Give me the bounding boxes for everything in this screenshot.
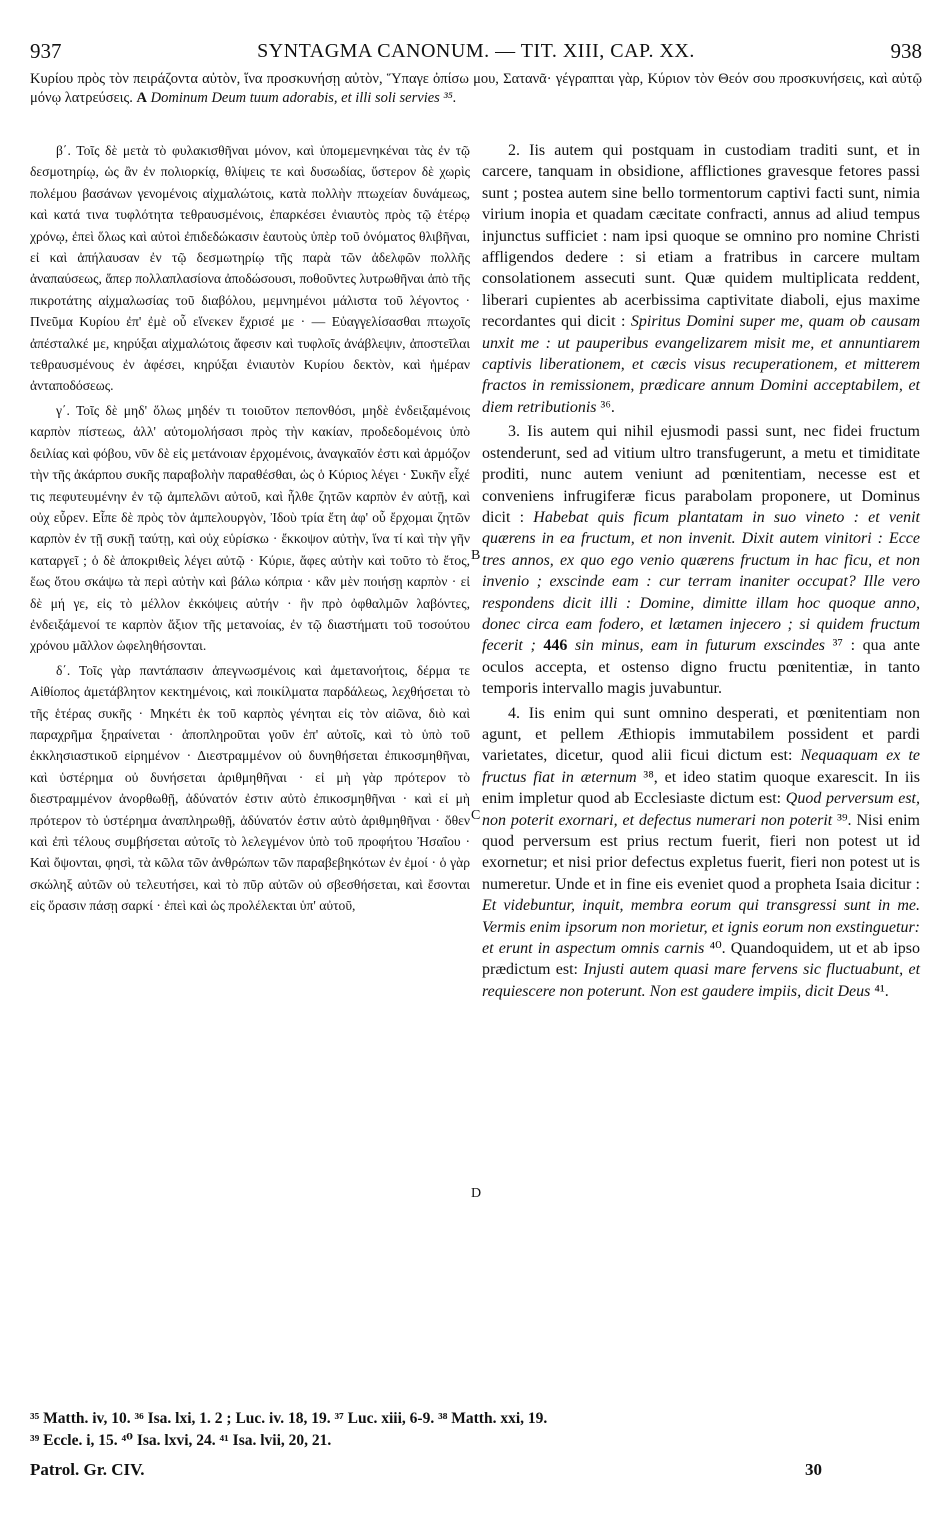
running-title: SYNTAGMA CANONUM. — TIT. XIII, CAP. XX. xyxy=(257,39,695,62)
greek-section-3: γ΄. Τοῖς δὲ μηδ' ὅλως μηδέν τι τοιοῦτον πεπονθόσι, μηδὲ ἐνδειξαμένοις καρπὸν πίστεως, ἀλλ' αὐτομολήσασι πρὸς τὴν κακίαν, προδεδομένοις ὑπὸ δειλίας καὶ φόβου, νῦν δὲ εἰς μετάνοιαν ἐρχομένοις, ἀναγκαῖόν ἐστι καὶ ἁρμόζον τὴν τῆς ἀκάρπου συκῆς παραβολὴν παραθέσθαι, ὡς ὁ Κύριος λέγει · Συκῆν εἶχέ τις πεφυτευμένην ἐν τῷ ἀμπελῶνι αὐτοῦ, καὶ ἦλθε ζητῶν καρπὸν ἐν αὐτῇ, καὶ οὐχ εὗρεν. Εἶπε δὲ πρὸς τὸν ἀμπελουργὸν, Ἰδοὺ τρία ἔτη ἀφ' οὗ ἔρχομαι ζητῶν καρπὸν ἐν τῇ συκῇ ταύτῃ, καὶ οὐχ εὑρίσκω · ἔκκοψον αὐτὴν, ἵνα τί καὶ τὴν γῆν καταργεῖ ; ὁ δὲ ἀποκριθεὶς λέγει αὐτῷ · Κύριε, ἄφες αὐτὴν καὶ τοῦτο τὸ ἔτος, ἕως ὅτου σκάψω τὰ περὶ αὐτὴν καὶ βάλω κόπρια · κἂν μὲν ποιήσῃ καρπὸν · εἰ δὲ μή γε, εἰς τὸ μέλλον ἐκκόψεις αὐτήν · ἣν πρὸ ὀφθαλμῶν λαβόντες, ἐνδειξάμενοί τε καρπὸν ἄξιον τῆς μετανοίας, ἐν τῷ διαστήματι τοῦ τοσούτου χρόνου μᾶλλον ὠφεληθήσονται. xyxy=(30,402,470,654)
footnote-line-1: ³⁵ Matth. iv, 10. ³⁶ Isa. lxi, 1. 2 ; Luc. iv. 18, 19. ³⁷ Luc. xiii, 6-9. ³⁸ Matth. xxi, 19. xyxy=(30,1410,548,1427)
latin-4-quote-4: Injusti autem quasi mare fervens sic fluctuabunt, et requiescere non poterunt. Non est gaudere impiis, dicit Deus xyxy=(482,961,921,1000)
latin-3-text: 3. Iis autem qui nihil ejusmodi passi sunt, nec fidei fructum ostenderunt, sed ad vitium ultro transfugerunt, a metu et timiditate proditi, nunc autem veniunt ad pœnitentiam, necesse est et conveniens infrugiferæ ficus parabolam proponere, ut Dominus dicit : xyxy=(482,423,920,526)
latin-4-quote-1: Nequaquam ex te fructus fiat in æternum xyxy=(482,747,921,786)
latin-3-quote-end: sin minus, eam in futurum exscindes xyxy=(575,637,826,655)
intro-latin: Dominum Deum tuum adorabis, et illi soli servies ³⁵. xyxy=(150,90,457,106)
latin-4-text-4: ⁴⁰. Quandoquidem, ut et ab ipso prædictum est: xyxy=(482,940,921,979)
footnote-line-2: ³⁹ Eccle. i, 15. ⁴⁰ Isa. lxvi, 24. ⁴¹ Isa. lvii, 20, 21. xyxy=(30,1432,332,1449)
signature-number: 30 xyxy=(805,1460,822,1479)
page-header xyxy=(30,36,922,66)
latin-section-2 xyxy=(482,140,920,418)
latin-4-text-3: ³⁹. Nisi enim quod perversum est prius rectum fuerit, fieri non potest ut id exornetur; et nisi prior defectus expletus fuerit, fieri non potest ut is numeretur. Unde et in fine eis eveniet quod a propheta Isaia dicitur : xyxy=(482,811,921,893)
intro-greek: Κυρίου πρὸς τὸν πειράζοντα αὐτὸν, ἵνα προσκυνήσῃ αὐτὸν, Ὕπαγε ὀπίσω μου, Σατανᾶ· γέγραπται γὰρ, Κύριον τὸν Θεόν σου προσκυνήσεις, καὶ αὐτῷ μόνῳ λατρεύσεις. xyxy=(30,71,922,106)
latin-2-quote: Spiritus Domini super me, quam ob causam unxit me : ut pauperibus evangelizarem misit me, et annuntiarem captivis liberationem, et cæcis visus recuperationem, et mitterem fractos in remissionem, prædicare annum Domini acceptabilem, et diem retributionis xyxy=(482,313,921,416)
latin-column xyxy=(482,140,920,1005)
greek-section-2: β΄. Τοῖς δὲ μετὰ τὸ φυλακισθῆναι μόνον, καὶ ὑπομεμενηκέναι τὰς ἐν τῷ δεσμοτηρίῳ, ὡς ἂν ἐν πολιορκίᾳ, θλίψεις τε καὶ δυσωδίας, ὕστερον δὲ χωρὶς πολέμου βασάνων γενομένοις αἰχμαλώτοις, κατὰ πολλὴν πτωχείαν δυνάμεως, καὶ κατά τινα τυφλότητα τεθραυσμένοις, ἐπαρκέσει ἐνιαυτὸς πρὸς τῷ ἑτέρῳ χρόνῳ, ἐπεὶ ὅλως καὶ αὐτοὶ ἐπιδεδώκασιν ἑαυτοὺς ὑπὲρ τοῦ ὀνόματος θλιβῆναι, εἰ καὶ ἀπήλαυσαν ἐν τῷ δεσμωτηρίῳ τῆς παρὰ τῶν ἀδελφῶν πολλῆς ἀναπαύσεως, ἅπερ πολλαπλασίονα ἀποδώσουσι, ποθοῦντες λυτρωθῆναι ἀπὸ τῆς πικροτάτης αἰχμαλωσίας τοῦ διαβόλου, μεμνημένοι μάλιστα τοῦ λέγοντος · Πνεῦμα Κυρίου ἐπ' ἐμὲ οὗ εἵνεκεν ἔχρισέ με · — Εὐαγγελίσασθαι πτωχοῖς ἀπέσταλκέ με, κηρύξαι αἰχμαλώτοις ἄφεσιν καὶ τυφλοῖς ἀνάβλεψιν, ἀποστεῖλαι τεθραυσμένους ἐν ἀφέσει, κηρύξαι ἐνιαυτὸν Κυρίου δεκτὸν, καὶ ἡμέραν ἀνταποδόσεως. xyxy=(30,143,470,394)
latin-4-note: ⁴¹. xyxy=(870,982,889,1000)
intro-line xyxy=(30,70,922,108)
latin-4-quote-2: Quod perversum est, non poterit exornari, et defectus numerari non poterit xyxy=(482,790,921,829)
column-marker-b: B xyxy=(471,548,481,563)
latin-3-quote: Habebat quis ficum plantatam in suo vineto : et venit quærens in ea fructum, et non invenit. Dixit autem vinitori : Ecce tres annos, ex quo ego venio quærens fructum in hac ficu, et non invenio ; exscinde eam : cur terram inaniter occupat? Ille vero respondens dicit illi : Domine, dimitte illam hoc quoque anno, donec circa eam fodero, et lætamen injecero ; si quidem fructum fecerit ; xyxy=(482,508,920,655)
page-number-left: 937 xyxy=(30,38,62,63)
latin-3-colnum: 446 xyxy=(535,637,576,655)
latin-2-text: 2. Iis autem qui postquam in custodiam traditi sunt, et in carcere, tanquam in obsidione, afflictiones gravesque fetores passi sunt ; postea autem sine bello tormentorum captivi facti sunt, nimia virium inopia et quadam cæcitate confracti, annus ad aliud tempus injunctus sufficiet : nam ipsi quoque se omnino pro nomine Christi affligendos dedere : si etiam a fratribus in carcere multam consolationem assecuti sunt. Quæ quidem multiplicata reddent, liberari cupientes ab acerbissima captivitate diaboli, ejus maxime recordantes qui dicit : xyxy=(482,142,920,331)
footnotes xyxy=(30,1408,922,1452)
series-label: Patrol. Gr. CIV. xyxy=(30,1460,145,1479)
latin-3-rest: ³⁷ : qua ante oculos accepta, et ostenso digno fructu pœnitentiæ, in tanto temporis intervallo magis juvabuntur. xyxy=(482,637,921,698)
page-number-right: 938 xyxy=(890,38,922,63)
latin-2-note: ³⁶. xyxy=(596,398,615,416)
latin-4-text: 4. Iis enim qui sunt omnino desperati, et pœnitentiam non agunt, et pellem Æthiopis immutabilem possident et pardi varietates, dicetur, quod alii ficui dictum est: xyxy=(482,704,920,765)
greek-column xyxy=(30,140,470,920)
column-marker-a: A xyxy=(136,90,147,106)
page-footer xyxy=(30,1460,922,1486)
column-marker-c: C xyxy=(471,808,481,823)
latin-section-3 xyxy=(482,421,920,699)
greek-section-4: δ΄. Τοῖς γὰρ παντάπασιν ἀπεγνωσμένοις καὶ ἀμετανοήτοις, δέρμα τε Αἰθίοπος ἀμετάβλητον κεκτημένοις, καὶ ποικίλματα παρδάλεως, λεχθήσεται τὸ τῆς ἑτέρας συκῆς · Μηκέτι ἐκ τοῦ καρπὸς γένηται εἰς τὸν αἰῶνα, διὸ καὶ παραχρῆμα ξηραίνεται · ἀποπληροῦται γοῦν ἐπ' αὐτοῖς, καὶ τὸ ὑπὸ τοῦ ἐκκλησιαστικοῦ εἰρημένον · Διεστραμμένον οὐ δυνηθήσεται ἐπικοσμηθῆναι, καὶ ὑστέρημα οὐ δυνήσεται ἀριθμηθῆναι · εἰ μὴ γὰρ πρότερον τὸ διεστραμμένον ἀνορθωθῇ, ἀδύνατόν ἐστιν αὐτὸ ἐπικοσμηθῆναι · καὶ εἰ μὴ πρότερον τὸ ὑστέρημα ἀναπληρωθῇ, ἀδύνατόν ἐστιν αὐτὸ ἀριθμηθῆναι · ὅθεν καὶ ἐπὶ τέλους συμβήσεται αὐτοῖς τὸ λελεγμένον ὑπὸ τοῦ προφήτου Ἠσαΐου · Καὶ ὄψονται, φησὶ, τὰ κῶλα τῶν ἀνθρώπων τῶν παραβεβηκότων ἐν ἐμοί · ὁ γὰρ σκώληξ αὐτῶν οὐ τελευτήσει, καὶ τὸ πῦρ αὐτῶν οὐ σβεσθήσεται, καὶ ἔσονται εἰς ὅρασιν πάσῃ σαρκί · ἐπεὶ καὶ ὡς προλέλεκται ὑπ' αὐτοῦ, xyxy=(30,662,470,914)
column-marker-d: D xyxy=(471,1186,482,1201)
latin-4-quote-3: Et videbuntur, inquit, membra eorum qui transgressi sunt in me. Vermis enim ipsorum non morietur, et ignis eorum non exstinguetur: et erunt in aspectum omnis carnis xyxy=(482,897,920,958)
latin-section-4 xyxy=(482,703,920,1003)
latin-4-text-2: ³⁸, et ideo statim quoque exarescit. In iis enim impletur quod ab Ecclesiaste dictum est: xyxy=(482,768,920,808)
